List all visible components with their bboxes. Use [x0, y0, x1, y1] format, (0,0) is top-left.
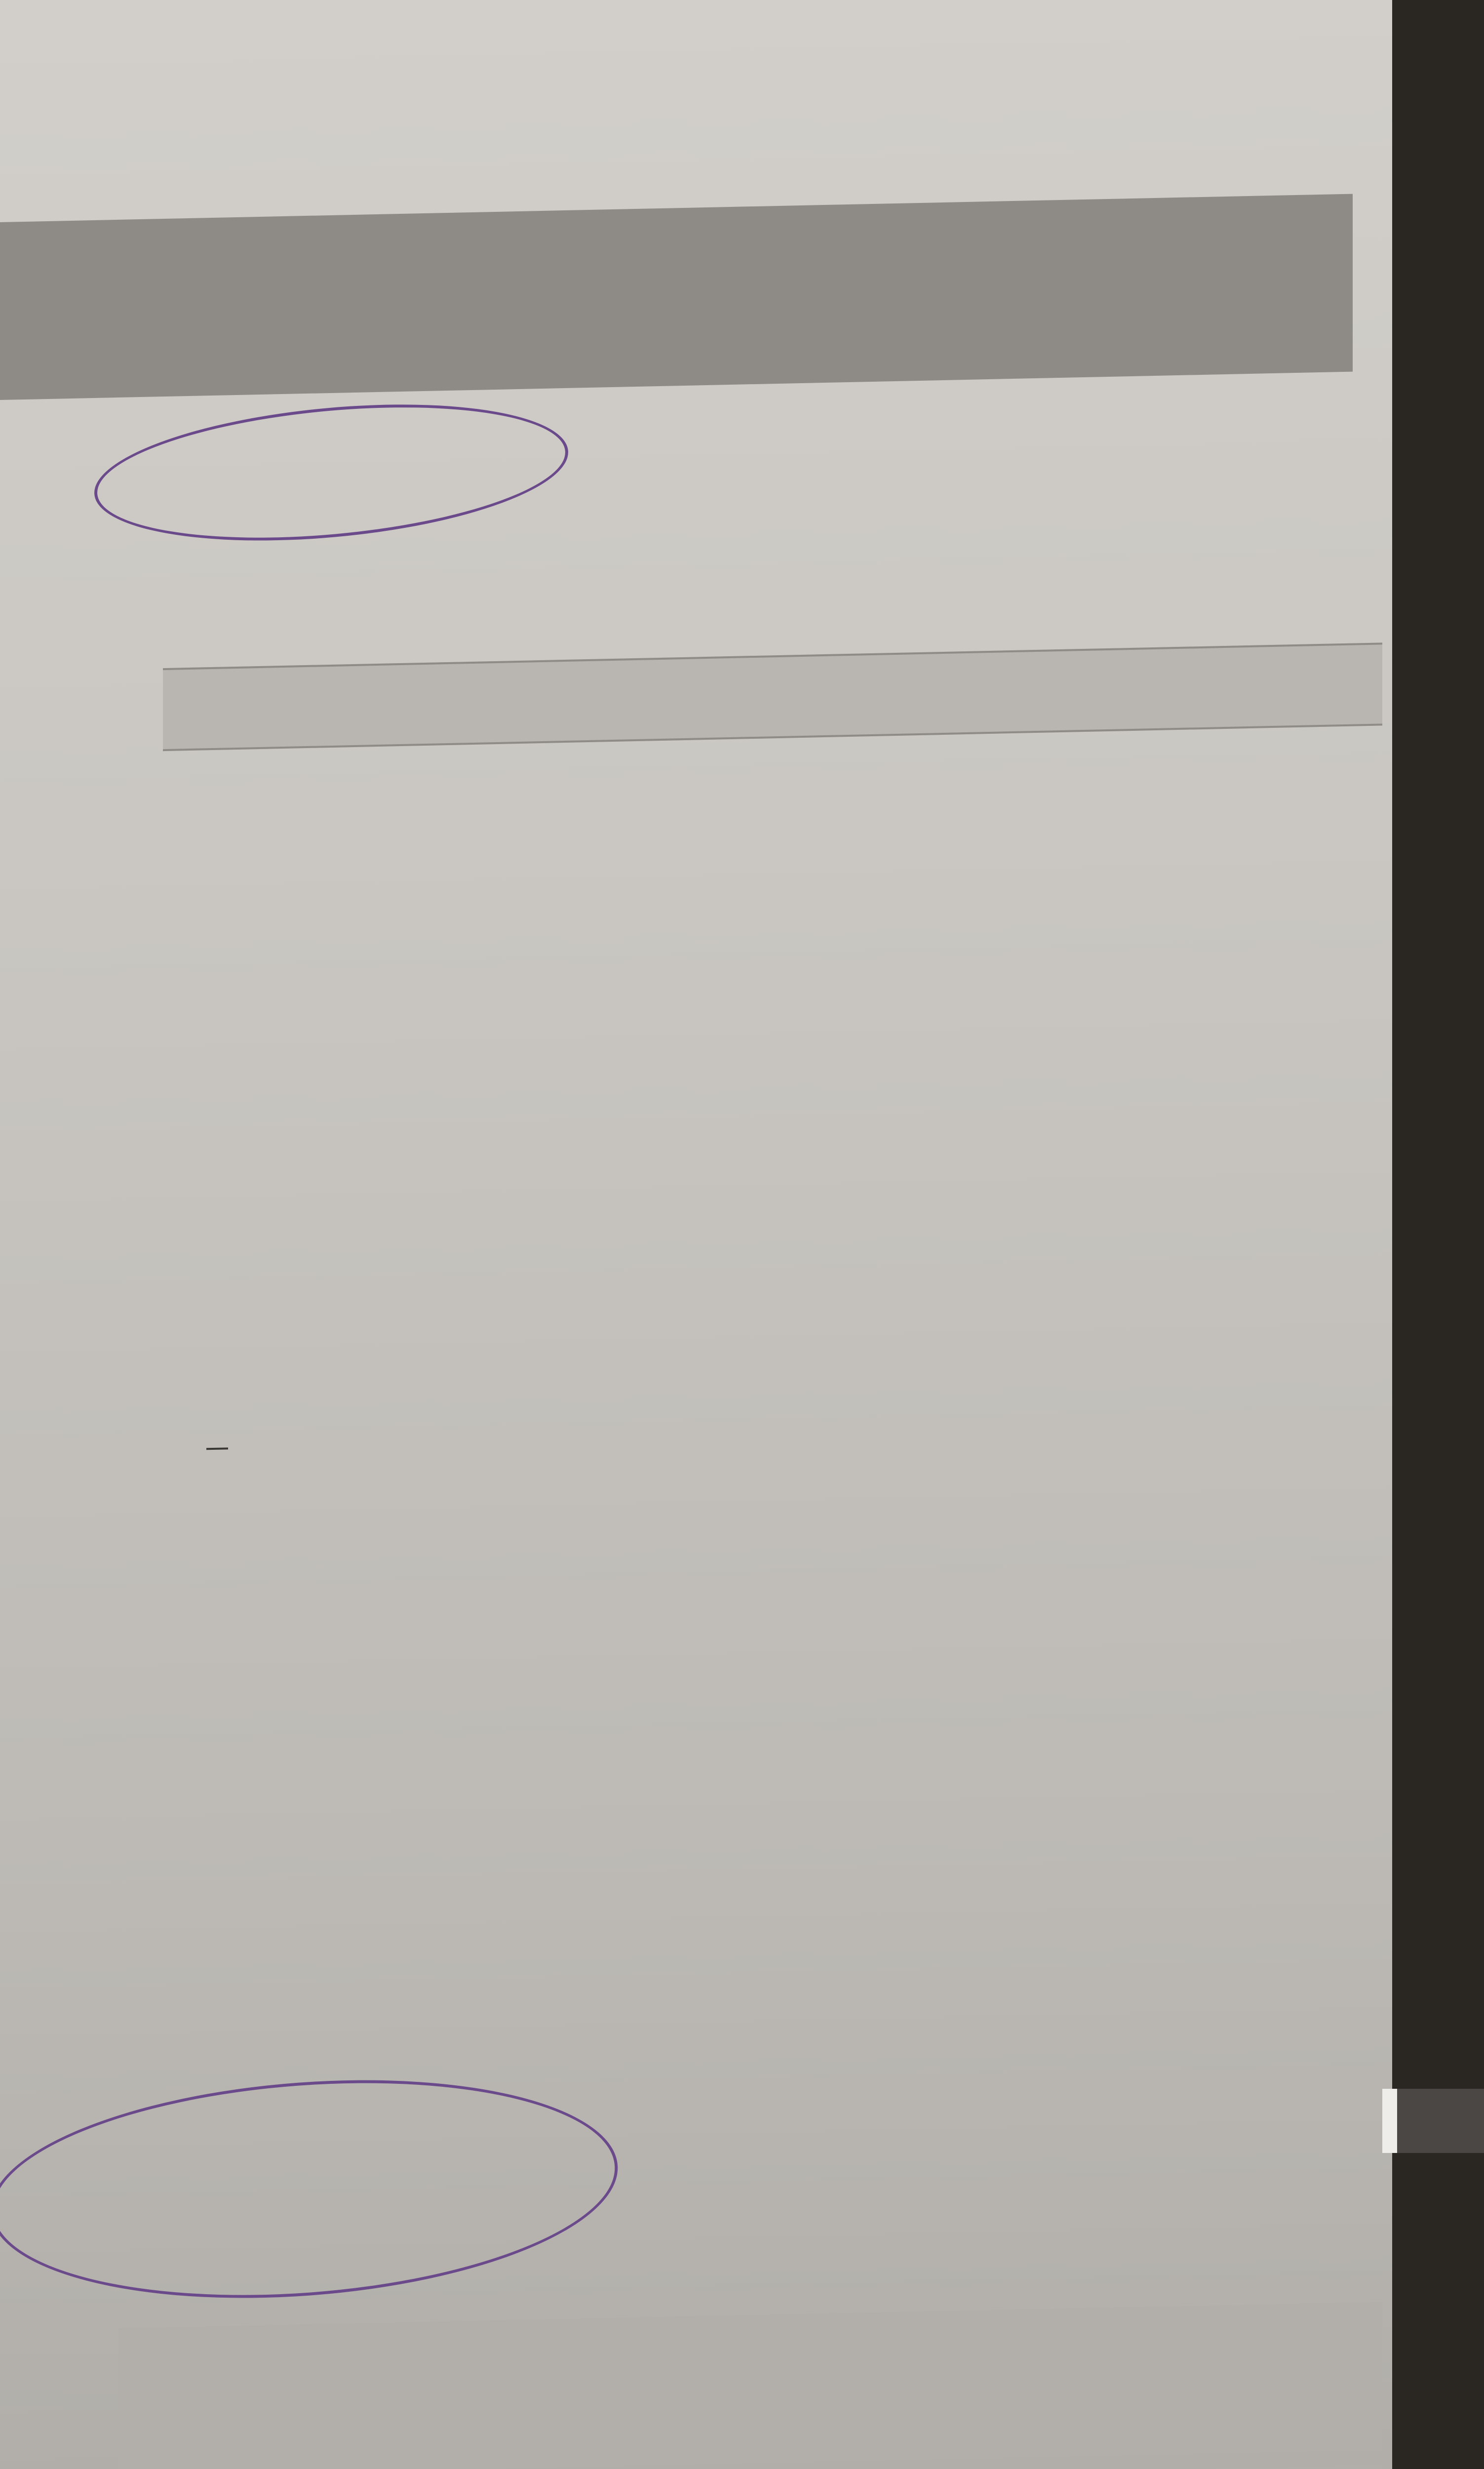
- hand-drawn-circle: [90, 387, 573, 558]
- pronunciation-row-band: [118, 2302, 1382, 2469]
- page-number: [1397, 2089, 1484, 2153]
- word-box: [163, 642, 1382, 751]
- header-band: [0, 194, 1353, 400]
- pronunciation-instruction: [79, 2260, 100, 2308]
- section-b-title: [109, 1311, 119, 1359]
- section-a-title: [123, 540, 142, 583]
- example-answer: [206, 1447, 228, 1450]
- section-b-example: [197, 1417, 237, 1459]
- section-c-title: [94, 1825, 115, 1874]
